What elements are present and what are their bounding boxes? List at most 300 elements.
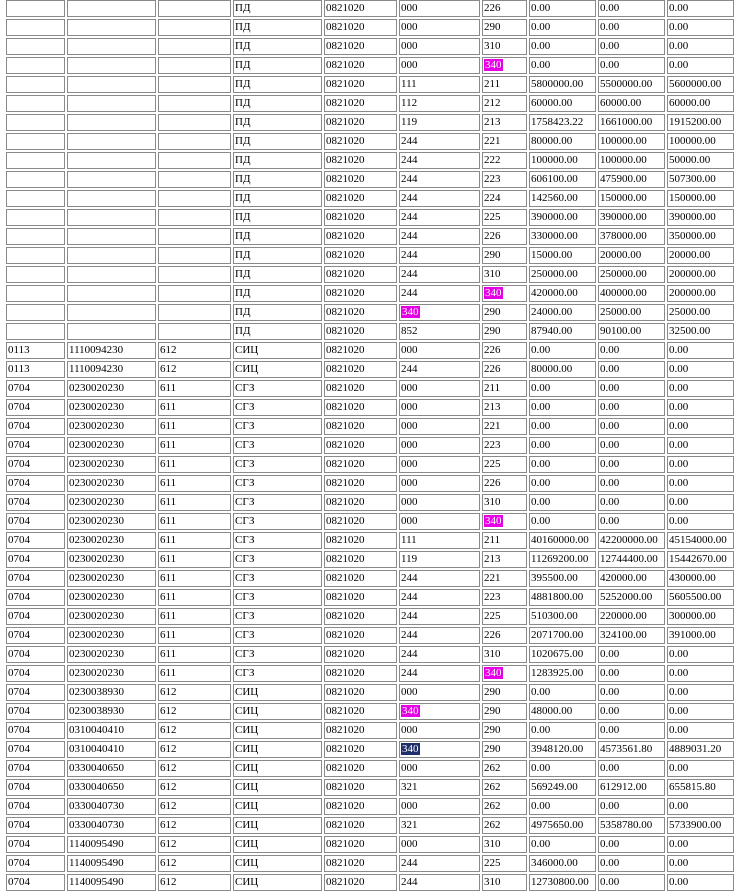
- cell-kvr-code[interactable]: 244: [399, 285, 480, 302]
- cell-sum-year-1[interactable]: 12730800.00: [529, 874, 596, 891]
- cell-kvr-code[interactable]: 000: [399, 380, 480, 397]
- cell-target-code[interactable]: [67, 0, 156, 17]
- cell-sum-year-3[interactable]: 0.00: [667, 646, 734, 663]
- cell-target-code[interactable]: [67, 38, 156, 55]
- cell-sum-year-2[interactable]: 5500000.00: [598, 76, 665, 93]
- cell-kosgu-code[interactable]: 223: [482, 171, 527, 188]
- cell-kosgu-code[interactable]: 290: [482, 741, 527, 758]
- cell-target-code[interactable]: [67, 114, 156, 131]
- cell-sum-year-3[interactable]: 200000.00: [667, 266, 734, 283]
- cell-sum-year-3[interactable]: 0.00: [667, 703, 734, 720]
- cell-kvr-code[interactable]: 000: [399, 722, 480, 739]
- cell-sum-year-2[interactable]: 0.00: [598, 760, 665, 777]
- cell-subject-code[interactable]: 0821020: [324, 437, 397, 454]
- cell-kvr-code[interactable]: 000: [399, 513, 480, 530]
- cell-subject-code[interactable]: 0821020: [324, 190, 397, 207]
- cell-subject-code[interactable]: 0821020: [324, 152, 397, 169]
- cell-subject-code[interactable]: 0821020: [324, 817, 397, 834]
- cell-target-code[interactable]: 0230020230: [67, 475, 156, 492]
- cell-target-code[interactable]: 0230020230: [67, 589, 156, 606]
- cell-sum-year-2[interactable]: 0.00: [598, 456, 665, 473]
- cell-kvr-code[interactable]: 000: [399, 456, 480, 473]
- cell-section-code[interactable]: [6, 114, 65, 131]
- cell-kosgu-code[interactable]: 211: [482, 76, 527, 93]
- cell-sum-year-1[interactable]: 0.00: [529, 456, 596, 473]
- cell-kosgu-code[interactable]: 226: [482, 0, 527, 17]
- cell-subsidy-code[interactable]: СГЗ: [233, 437, 322, 454]
- cell-subsidy-code[interactable]: СГЗ: [233, 532, 322, 549]
- cell-sum-year-1[interactable]: 4881800.00: [529, 589, 596, 606]
- cell-kosgu-code[interactable]: 226: [482, 475, 527, 492]
- cell-sum-year-3[interactable]: 0.00: [667, 722, 734, 739]
- cell-subsidy-code[interactable]: ПД: [233, 95, 322, 112]
- cell-sum-year-2[interactable]: 25000.00: [598, 304, 665, 321]
- cell-subject-code[interactable]: 0821020: [324, 304, 397, 321]
- cell-kvr-code[interactable]: 119: [399, 114, 480, 131]
- cell-kvr-code[interactable]: 244: [399, 266, 480, 283]
- cell-subsidy-code[interactable]: ПД: [233, 152, 322, 169]
- cell-expense-type-code[interactable]: 612: [158, 741, 231, 758]
- cell-kvr-code[interactable]: 119: [399, 551, 480, 568]
- cell-section-code[interactable]: [6, 152, 65, 169]
- cell-section-code[interactable]: [6, 266, 65, 283]
- cell-kosgu-code[interactable]: 290: [482, 304, 527, 321]
- cell-sum-year-2[interactable]: 42200000.00: [598, 532, 665, 549]
- cell-subject-code[interactable]: 0821020: [324, 703, 397, 720]
- cell-subsidy-code[interactable]: СГЗ: [233, 399, 322, 416]
- cell-kvr-code[interactable]: 244: [399, 228, 480, 245]
- cell-expense-type-code[interactable]: 611: [158, 646, 231, 663]
- cell-subsidy-code[interactable]: ПД: [233, 247, 322, 264]
- cell-subsidy-code[interactable]: ПД: [233, 57, 322, 74]
- cell-subsidy-code[interactable]: СИЦ: [233, 836, 322, 853]
- cell-sum-year-1[interactable]: 0.00: [529, 418, 596, 435]
- cell-expense-type-code[interactable]: 611: [158, 437, 231, 454]
- cell-kvr-code[interactable]: 000: [399, 399, 480, 416]
- cell-kvr-code[interactable]: 244: [399, 209, 480, 226]
- cell-section-code[interactable]: 0704: [6, 817, 65, 834]
- cell-kosgu-code[interactable]: 290: [482, 703, 527, 720]
- cell-target-code[interactable]: [67, 228, 156, 245]
- cell-section-code[interactable]: [6, 190, 65, 207]
- cell-section-code[interactable]: [6, 133, 65, 150]
- cell-sum-year-1[interactable]: 0.00: [529, 798, 596, 815]
- cell-sum-year-1[interactable]: 346000.00: [529, 855, 596, 872]
- cell-kosgu-code[interactable]: 290: [482, 722, 527, 739]
- cell-sum-year-1[interactable]: 48000.00: [529, 703, 596, 720]
- cell-sum-year-2[interactable]: 220000.00: [598, 608, 665, 625]
- cell-kvr-code[interactable]: 000: [399, 0, 480, 17]
- cell-target-code[interactable]: [67, 133, 156, 150]
- cell-subject-code[interactable]: 0821020: [324, 570, 397, 587]
- cell-sum-year-2[interactable]: 5252000.00: [598, 589, 665, 606]
- cell-sum-year-1[interactable]: 395500.00: [529, 570, 596, 587]
- cell-section-code[interactable]: 0704: [6, 665, 65, 682]
- cell-sum-year-1[interactable]: 330000.00: [529, 228, 596, 245]
- cell-sum-year-2[interactable]: 0.00: [598, 855, 665, 872]
- cell-expense-type-code[interactable]: 611: [158, 399, 231, 416]
- cell-sum-year-3[interactable]: 350000.00: [667, 228, 734, 245]
- cell-target-code[interactable]: 0310040410: [67, 741, 156, 758]
- cell-target-code[interactable]: [67, 152, 156, 169]
- cell-sum-year-2[interactable]: 0.00: [598, 646, 665, 663]
- cell-kosgu-code[interactable]: 221: [482, 570, 527, 587]
- cell-sum-year-2[interactable]: 0.00: [598, 418, 665, 435]
- cell-subject-code[interactable]: 0821020: [324, 646, 397, 663]
- cell-sum-year-1[interactable]: 4975650.00: [529, 817, 596, 834]
- cell-kosgu-code[interactable]: 310: [482, 646, 527, 663]
- cell-subsidy-code[interactable]: ПД: [233, 304, 322, 321]
- cell-sum-year-2[interactable]: 0.00: [598, 437, 665, 454]
- cell-sum-year-1[interactable]: 0.00: [529, 38, 596, 55]
- cell-section-code[interactable]: 0704: [6, 646, 65, 663]
- cell-expense-type-code[interactable]: 612: [158, 361, 231, 378]
- cell-subject-code[interactable]: 0821020: [324, 855, 397, 872]
- cell-section-code[interactable]: 0704: [6, 494, 65, 511]
- cell-kosgu-code[interactable]: 226: [482, 627, 527, 644]
- cell-sum-year-3[interactable]: 0.00: [667, 399, 734, 416]
- cell-kosgu-code[interactable]: 213: [482, 399, 527, 416]
- cell-kvr-code[interactable]: 111: [399, 532, 480, 549]
- cell-sum-year-3[interactable]: 200000.00: [667, 285, 734, 302]
- cell-subsidy-code[interactable]: ПД: [233, 76, 322, 93]
- cell-section-code[interactable]: 0704: [6, 855, 65, 872]
- cell-subject-code[interactable]: 0821020: [324, 133, 397, 150]
- cell-kosgu-code[interactable]: 310: [482, 494, 527, 511]
- cell-kvr-code[interactable]: 000: [399, 19, 480, 36]
- cell-target-code[interactable]: 0230020230: [67, 551, 156, 568]
- cell-subject-code[interactable]: 0821020: [324, 0, 397, 17]
- cell-sum-year-3[interactable]: 25000.00: [667, 304, 734, 321]
- cell-expense-type-code[interactable]: 611: [158, 456, 231, 473]
- cell-kvr-code[interactable]: 244: [399, 361, 480, 378]
- cell-kvr-code[interactable]: 244: [399, 570, 480, 587]
- cell-section-code[interactable]: 0704: [6, 703, 65, 720]
- cell-sum-year-3[interactable]: 0.00: [667, 665, 734, 682]
- cell-expense-type-code[interactable]: [158, 57, 231, 74]
- cell-sum-year-1[interactable]: 0.00: [529, 380, 596, 397]
- cell-expense-type-code[interactable]: [158, 285, 231, 302]
- cell-section-code[interactable]: 0704: [6, 456, 65, 473]
- cell-sum-year-3[interactable]: 5605500.00: [667, 589, 734, 606]
- cell-kvr-code[interactable]: 321: [399, 817, 480, 834]
- cell-kvr-code[interactable]: 321: [399, 779, 480, 796]
- cell-kvr-code[interactable]: 244: [399, 665, 480, 682]
- cell-kosgu-code[interactable]: [482, 57, 527, 74]
- cell-kvr-code[interactable]: 000: [399, 342, 480, 359]
- cell-kvr-code[interactable]: 000: [399, 475, 480, 492]
- cell-sum-year-3[interactable]: 45154000.00: [667, 532, 734, 549]
- cell-sum-year-3[interactable]: 300000.00: [667, 608, 734, 625]
- cell-subsidy-code[interactable]: ПД: [233, 285, 322, 302]
- cell-section-code[interactable]: 0704: [6, 589, 65, 606]
- cell-subject-code[interactable]: 0821020: [324, 608, 397, 625]
- cell-section-code[interactable]: 0704: [6, 722, 65, 739]
- cell-section-code[interactable]: 0704: [6, 760, 65, 777]
- cell-expense-type-code[interactable]: [158, 76, 231, 93]
- cell-kvr-code[interactable]: 244: [399, 247, 480, 264]
- cell-sum-year-3[interactable]: 0.00: [667, 57, 734, 74]
- cell-kosgu-code[interactable]: 290: [482, 684, 527, 701]
- cell-section-code[interactable]: [6, 38, 65, 55]
- cell-expense-type-code[interactable]: 612: [158, 703, 231, 720]
- cell-sum-year-3[interactable]: 0.00: [667, 437, 734, 454]
- cell-target-code[interactable]: 0230020230: [67, 608, 156, 625]
- cell-target-code[interactable]: 0230020230: [67, 456, 156, 473]
- cell-section-code[interactable]: 0113: [6, 361, 65, 378]
- cell-subject-code[interactable]: 0821020: [324, 874, 397, 891]
- cell-expense-type-code[interactable]: [158, 266, 231, 283]
- cell-subsidy-code[interactable]: ПД: [233, 133, 322, 150]
- cell-section-code[interactable]: 0704: [6, 570, 65, 587]
- cell-subject-code[interactable]: 0821020: [324, 779, 397, 796]
- cell-section-code[interactable]: 0704: [6, 380, 65, 397]
- cell-section-code[interactable]: 0704: [6, 836, 65, 853]
- cell-kosgu-code[interactable]: 226: [482, 228, 527, 245]
- cell-target-code[interactable]: [67, 57, 156, 74]
- cell-target-code[interactable]: [67, 323, 156, 340]
- cell-section-code[interactable]: [6, 76, 65, 93]
- cell-kosgu-code[interactable]: 290: [482, 19, 527, 36]
- cell-expense-type-code[interactable]: 611: [158, 513, 231, 530]
- cell-target-code[interactable]: 0230038930: [67, 703, 156, 720]
- cell-expense-type-code[interactable]: [158, 304, 231, 321]
- cell-expense-type-code[interactable]: [158, 209, 231, 226]
- cell-kvr-code[interactable]: 244: [399, 855, 480, 872]
- cell-subject-code[interactable]: 0821020: [324, 361, 397, 378]
- cell-sum-year-1[interactable]: 24000.00: [529, 304, 596, 321]
- cell-kosgu-code[interactable]: 226: [482, 342, 527, 359]
- cell-subsidy-code[interactable]: СИЦ: [233, 361, 322, 378]
- cell-subsidy-code[interactable]: СИЦ: [233, 817, 322, 834]
- cell-expense-type-code[interactable]: 611: [158, 551, 231, 568]
- cell-sum-year-2[interactable]: 324100.00: [598, 627, 665, 644]
- cell-section-code[interactable]: 0704: [6, 608, 65, 625]
- cell-sum-year-3[interactable]: 0.00: [667, 760, 734, 777]
- cell-sum-year-2[interactable]: 0.00: [598, 0, 665, 17]
- cell-subsidy-code[interactable]: СИЦ: [233, 722, 322, 739]
- cell-kvr-code[interactable]: 244: [399, 171, 480, 188]
- cell-subsidy-code[interactable]: ПД: [233, 171, 322, 188]
- cell-section-code[interactable]: 0704: [6, 874, 65, 891]
- cell-subject-code[interactable]: 0821020: [324, 247, 397, 264]
- cell-target-code[interactable]: 0230020230: [67, 627, 156, 644]
- cell-kosgu-code[interactable]: 226: [482, 361, 527, 378]
- cell-kosgu-code[interactable]: [482, 513, 527, 530]
- cell-kvr-code[interactable]: 244: [399, 646, 480, 663]
- cell-subsidy-code[interactable]: СИЦ: [233, 703, 322, 720]
- cell-subject-code[interactable]: 0821020: [324, 380, 397, 397]
- cell-sum-year-1[interactable]: 606100.00: [529, 171, 596, 188]
- cell-kosgu-code[interactable]: 221: [482, 133, 527, 150]
- cell-sum-year-1[interactable]: 1758423.22: [529, 114, 596, 131]
- cell-subject-code[interactable]: 0821020: [324, 836, 397, 853]
- cell-section-code[interactable]: 0704: [6, 418, 65, 435]
- cell-sum-year-2[interactable]: 0.00: [598, 19, 665, 36]
- cell-subsidy-code[interactable]: СГЗ: [233, 627, 322, 644]
- cell-kosgu-code[interactable]: 223: [482, 437, 527, 454]
- cell-expense-type-code[interactable]: 611: [158, 665, 231, 682]
- cell-subject-code[interactable]: 0821020: [324, 95, 397, 112]
- cell-sum-year-3[interactable]: 4889031.20: [667, 741, 734, 758]
- cell-sum-year-3[interactable]: 0.00: [667, 874, 734, 891]
- cell-subsidy-code[interactable]: СГЗ: [233, 494, 322, 511]
- cell-sum-year-1[interactable]: 80000.00: [529, 133, 596, 150]
- cell-expense-type-code[interactable]: 611: [158, 475, 231, 492]
- cell-sum-year-1[interactable]: 390000.00: [529, 209, 596, 226]
- cell-target-code[interactable]: [67, 285, 156, 302]
- cell-target-code[interactable]: 0330040730: [67, 817, 156, 834]
- cell-sum-year-1[interactable]: 100000.00: [529, 152, 596, 169]
- cell-section-code[interactable]: [6, 323, 65, 340]
- cell-target-code[interactable]: 1140095490: [67, 874, 156, 891]
- cell-subsidy-code[interactable]: СИЦ: [233, 760, 322, 777]
- cell-subsidy-code[interactable]: СГЗ: [233, 513, 322, 530]
- cell-section-code[interactable]: 0704: [6, 513, 65, 530]
- cell-expense-type-code[interactable]: 611: [158, 494, 231, 511]
- cell-kvr-code[interactable]: 244: [399, 133, 480, 150]
- cell-expense-type-code[interactable]: 612: [158, 722, 231, 739]
- cell-expense-type-code[interactable]: [158, 114, 231, 131]
- cell-sum-year-2[interactable]: 5358780.00: [598, 817, 665, 834]
- cell-kvr-code[interactable]: 111: [399, 76, 480, 93]
- cell-sum-year-1[interactable]: 0.00: [529, 342, 596, 359]
- cell-sum-year-2[interactable]: 0.00: [598, 399, 665, 416]
- cell-sum-year-3[interactable]: 60000.00: [667, 95, 734, 112]
- cell-sum-year-1[interactable]: 0.00: [529, 437, 596, 454]
- cell-sum-year-1[interactable]: 250000.00: [529, 266, 596, 283]
- cell-target-code[interactable]: [67, 266, 156, 283]
- cell-expense-type-code[interactable]: 611: [158, 380, 231, 397]
- cell-kosgu-code[interactable]: 290: [482, 323, 527, 340]
- cell-subsidy-code[interactable]: СИЦ: [233, 741, 322, 758]
- cell-subsidy-code[interactable]: СИЦ: [233, 684, 322, 701]
- cell-kosgu-code[interactable]: 310: [482, 874, 527, 891]
- cell-kosgu-code[interactable]: 262: [482, 798, 527, 815]
- cell-kosgu-code[interactable]: 211: [482, 532, 527, 549]
- cell-kvr-code[interactable]: 244: [399, 589, 480, 606]
- cell-section-code[interactable]: [6, 0, 65, 17]
- cell-sum-year-3[interactable]: 0.00: [667, 855, 734, 872]
- cell-subject-code[interactable]: 0821020: [324, 323, 397, 340]
- cell-kvr-code[interactable]: 000: [399, 836, 480, 853]
- cell-sum-year-2[interactable]: 0.00: [598, 494, 665, 511]
- cell-expense-type-code[interactable]: 612: [158, 760, 231, 777]
- cell-expense-type-code[interactable]: 611: [158, 570, 231, 587]
- cell-section-code[interactable]: [6, 19, 65, 36]
- cell-subsidy-code[interactable]: ПД: [233, 323, 322, 340]
- cell-sum-year-2[interactable]: 378000.00: [598, 228, 665, 245]
- cell-sum-year-3[interactable]: 5733900.00: [667, 817, 734, 834]
- cell-sum-year-1[interactable]: 510300.00: [529, 608, 596, 625]
- cell-expense-type-code[interactable]: 612: [158, 836, 231, 853]
- cell-subject-code[interactable]: 0821020: [324, 76, 397, 93]
- cell-kvr-code[interactable]: 000: [399, 760, 480, 777]
- cell-target-code[interactable]: [67, 190, 156, 207]
- cell-subsidy-code[interactable]: СИЦ: [233, 779, 322, 796]
- cell-sum-year-2[interactable]: 0.00: [598, 361, 665, 378]
- cell-sum-year-3[interactable]: 0.00: [667, 380, 734, 397]
- cell-subject-code[interactable]: 0821020: [324, 171, 397, 188]
- cell-sum-year-1[interactable]: 0.00: [529, 684, 596, 701]
- cell-sum-year-1[interactable]: 0.00: [529, 760, 596, 777]
- cell-sum-year-3[interactable]: 50000.00: [667, 152, 734, 169]
- cell-kvr-code[interactable]: 000: [399, 494, 480, 511]
- cell-sum-year-1[interactable]: 0.00: [529, 19, 596, 36]
- cell-subsidy-code[interactable]: СГЗ: [233, 608, 322, 625]
- cell-sum-year-2[interactable]: 400000.00: [598, 285, 665, 302]
- cell-subject-code[interactable]: 0821020: [324, 627, 397, 644]
- cell-kosgu-code[interactable]: 221: [482, 418, 527, 435]
- cell-subsidy-code[interactable]: ПД: [233, 38, 322, 55]
- cell-subject-code[interactable]: 0821020: [324, 418, 397, 435]
- cell-expense-type-code[interactable]: [158, 133, 231, 150]
- cell-kosgu-code[interactable]: 211: [482, 380, 527, 397]
- cell-subject-code[interactable]: 0821020: [324, 114, 397, 131]
- cell-sum-year-3[interactable]: 1915200.00: [667, 114, 734, 131]
- cell-target-code[interactable]: [67, 76, 156, 93]
- cell-subsidy-code[interactable]: СГЗ: [233, 646, 322, 663]
- cell-kosgu-code[interactable]: 213: [482, 551, 527, 568]
- cell-subject-code[interactable]: 0821020: [324, 209, 397, 226]
- cell-sum-year-3[interactable]: 430000.00: [667, 570, 734, 587]
- cell-subsidy-code[interactable]: ПД: [233, 0, 322, 17]
- cell-subject-code[interactable]: 0821020: [324, 494, 397, 511]
- cell-sum-year-1[interactable]: 3948120.00: [529, 741, 596, 758]
- cell-sum-year-2[interactable]: 90100.00: [598, 323, 665, 340]
- cell-subject-code[interactable]: 0821020: [324, 38, 397, 55]
- cell-kosgu-code[interactable]: 262: [482, 817, 527, 834]
- cell-section-code[interactable]: 0704: [6, 551, 65, 568]
- cell-sum-year-2[interactable]: 12744400.00: [598, 551, 665, 568]
- cell-sum-year-3[interactable]: 0.00: [667, 494, 734, 511]
- cell-sum-year-2[interactable]: 1661000.00: [598, 114, 665, 131]
- cell-sum-year-1[interactable]: 5800000.00: [529, 76, 596, 93]
- cell-kvr-code[interactable]: 244: [399, 190, 480, 207]
- cell-subsidy-code[interactable]: СГЗ: [233, 551, 322, 568]
- cell-kvr-code[interactable]: 000: [399, 798, 480, 815]
- cell-sum-year-3[interactable]: 5600000.00: [667, 76, 734, 93]
- cell-expense-type-code[interactable]: 612: [158, 342, 231, 359]
- cell-sum-year-3[interactable]: 0.00: [667, 19, 734, 36]
- cell-sum-year-2[interactable]: 0.00: [598, 475, 665, 492]
- cell-expense-type-code[interactable]: [158, 19, 231, 36]
- cell-section-code[interactable]: [6, 171, 65, 188]
- cell-kosgu-code[interactable]: 225: [482, 209, 527, 226]
- cell-section-code[interactable]: [6, 228, 65, 245]
- cell-section-code[interactable]: 0704: [6, 779, 65, 796]
- cell-sum-year-2[interactable]: 0.00: [598, 342, 665, 359]
- cell-subsidy-code[interactable]: СИЦ: [233, 874, 322, 891]
- cell-expense-type-code[interactable]: 611: [158, 627, 231, 644]
- cell-sum-year-2[interactable]: 0.00: [598, 513, 665, 530]
- cell-target-code[interactable]: [67, 95, 156, 112]
- cell-target-code[interactable]: 1140095490: [67, 855, 156, 872]
- cell-section-code[interactable]: [6, 95, 65, 112]
- cell-sum-year-1[interactable]: 0.00: [529, 836, 596, 853]
- cell-kosgu-code[interactable]: 310: [482, 266, 527, 283]
- cell-kvr-code[interactable]: 244: [399, 152, 480, 169]
- cell-sum-year-3[interactable]: 0.00: [667, 0, 734, 17]
- cell-target-code[interactable]: 1110094230: [67, 361, 156, 378]
- cell-sum-year-2[interactable]: 0.00: [598, 57, 665, 74]
- cell-sum-year-1[interactable]: 0.00: [529, 513, 596, 530]
- cell-sum-year-1[interactable]: 87940.00: [529, 323, 596, 340]
- cell-expense-type-code[interactable]: 612: [158, 798, 231, 815]
- cell-expense-type-code[interactable]: 611: [158, 589, 231, 606]
- cell-sum-year-1[interactable]: 80000.00: [529, 361, 596, 378]
- cell-kvr-code[interactable]: [399, 741, 480, 758]
